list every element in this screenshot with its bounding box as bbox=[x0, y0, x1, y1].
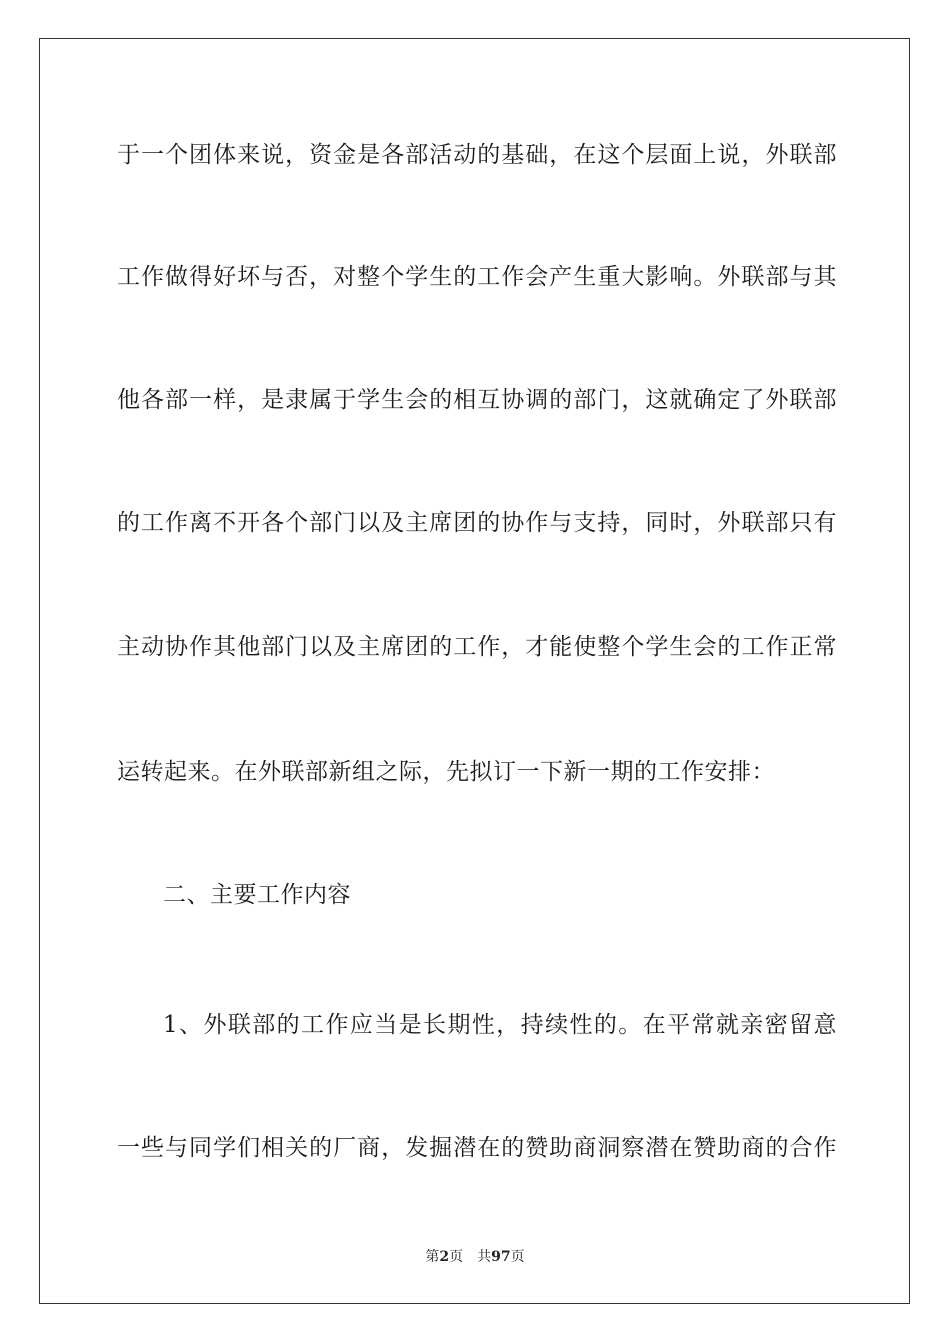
page-border bbox=[39, 38, 910, 1304]
footer-total-suffix: 页 bbox=[510, 1249, 525, 1265]
body-text-line-1: 于一个团体来说，资金是各部活动的基础，在这个层面上说，外联部 bbox=[117, 142, 837, 168]
body-text-line-6: 运转起来。在外联部新组之际，先拟订一下新一期的工作安排： bbox=[117, 759, 775, 785]
body-text-line-7: 1、外联部的工作应当是长期性，持续性的。在平常就亲密留意 bbox=[163, 1012, 837, 1038]
page-footer bbox=[0, 1248, 950, 1266]
footer-total-number: 97 bbox=[491, 1249, 511, 1265]
body-text-line-3: 他各部一样，是隶属于学生会的相互协调的部门，这就确定了外联部 bbox=[117, 387, 837, 413]
footer-page-suffix: 页 bbox=[449, 1249, 464, 1265]
footer-page-prefix: 第 bbox=[425, 1249, 440, 1265]
body-text-line-8: 一些与同学们相关的厂商，发掘潜在的赞助商洞察潜在赞助商的合作 bbox=[117, 1135, 837, 1161]
footer-page-number: 2 bbox=[439, 1249, 450, 1265]
body-text-line-2: 工作做得好坏与否，对整个学生的工作会产生重大影响。外联部与其 bbox=[117, 264, 837, 290]
section-heading: 二、主要工作内容 bbox=[163, 882, 351, 908]
body-text-line-5: 主动协作其他部门以及主席团的工作，才能使整个学生会的工作正常 bbox=[117, 634, 837, 660]
body-text-line-4: 的工作离不开各个部门以及主席团的协作与支持，同时，外联部只有 bbox=[117, 510, 837, 536]
footer-total-prefix: 共 bbox=[477, 1249, 492, 1265]
